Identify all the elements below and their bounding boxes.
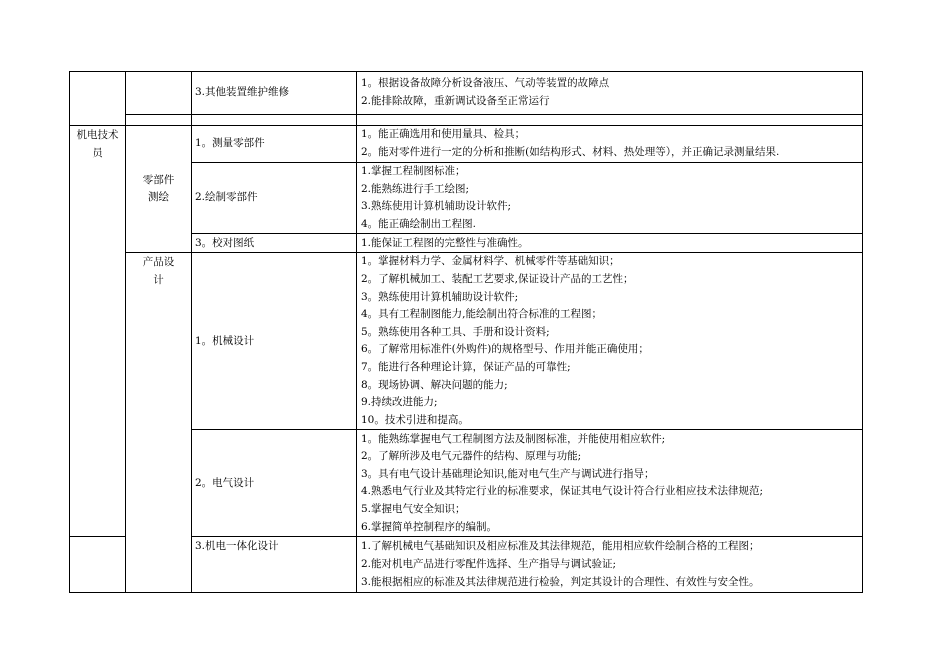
job-title-cell — [70, 72, 126, 126]
requirement-line: 3。熟练使用计算机辅助设计软件; — [361, 290, 519, 303]
requirement-line: 1.能保证工程图的完整性与准确性。 — [361, 236, 529, 249]
category-cell — [126, 126, 192, 253]
requirement-line: 3.熟练使用计算机辅助设计软件; — [361, 200, 512, 213]
table-row — [70, 72, 863, 115]
requirement-line: 2。了解所涉及电气元器件的结构、原理与功能; — [361, 450, 582, 463]
requirements-cell — [357, 115, 863, 126]
job-requirements-table — [69, 71, 863, 593]
item-label: 3。校对图纸 — [195, 236, 255, 249]
table-row — [70, 253, 863, 430]
table-row — [70, 115, 863, 126]
category-cell — [126, 115, 192, 126]
requirement-line: 1。掌握材料力学、金属材料学、机械零件等基础知识； — [361, 255, 620, 268]
item-cell — [192, 234, 357, 253]
requirement-line: 1。根据设备故障分析设备液压、气动等装置的故障点 — [361, 77, 610, 90]
requirements-cell — [357, 163, 863, 234]
requirement-line: 2.能排除故障，重新调试设备至正常运行 — [361, 95, 550, 107]
job-title: 机电技术员 — [76, 129, 119, 159]
requirement-line: 9.持续改进能力; — [361, 396, 438, 409]
item-cell — [192, 430, 357, 537]
requirement-line: 3.能根据相应的标准及其法律规范进行检验，判定其设计的合理性、有效性与安全性。 — [361, 575, 760, 588]
item-label: 3.其他装置维护维修 — [195, 86, 290, 99]
item-label: 1。测量零部件 — [195, 137, 265, 150]
requirement-line: 6。了解常用标准件(外购件)的规格型号、作用并能正确使用； — [361, 343, 649, 356]
category-label: 产品设计 — [142, 256, 175, 286]
item-label: 2.绘制零部件 — [195, 191, 258, 204]
requirement-line: 4.熟悉电气行业及其特定行业的标准要求，保证其电气设计符合行业相应技术法律规范; — [361, 485, 764, 498]
requirements-cell — [357, 430, 863, 537]
requirement-line: 7。能进行各种理论计算，保证产品的可靠性; — [361, 360, 571, 373]
requirement-line: 2。能对零件进行一定的分析和推断(如结构形式、材料、热处理等），并正确记录测量结果. — [361, 146, 780, 158]
item-cell — [192, 537, 357, 593]
requirement-line: 2。了解机械加工、装配工艺要求,保证设计产品的工艺性； — [361, 273, 634, 285]
requirement-line: 10。技术引进和提高。 — [361, 413, 469, 426]
requirement-line: 1.了解机械电气基础知识及相应标准及其法律规范，能用相应软件绘制合格的工程图； — [361, 540, 760, 553]
requirement-line: 3。具有电气设计基础理论知识,能对电气生产与调试进行指导； — [361, 467, 655, 480]
requirements-cell — [357, 72, 863, 115]
item-cell — [192, 115, 357, 126]
job-title-cell — [70, 537, 126, 593]
item-cell — [192, 72, 357, 115]
item-label: 3.机电一体化设计 — [195, 540, 279, 553]
requirement-line: 4。具有工程制图能力,能绘制出符合标准的工程图； — [361, 308, 603, 321]
requirements-cell — [357, 253, 863, 430]
item-cell — [192, 163, 357, 234]
category-cell — [126, 72, 192, 115]
requirement-line: 1。能正确选用和使用量具、检具； — [361, 128, 526, 141]
item-label: 2。电气设计 — [195, 476, 255, 489]
category-cell — [126, 253, 192, 593]
job-title-cell — [70, 126, 126, 537]
requirements-cell — [357, 537, 863, 593]
requirement-line: 5。熟练使用各种工具、手册和设计资料; — [361, 325, 550, 338]
requirement-line: 2.能熟练进行手工绘图; — [361, 182, 470, 195]
requirement-line: 4。能正确绘制出工程图. — [361, 217, 477, 230]
item-cell — [192, 253, 357, 430]
requirement-line: 2.能对机电产品进行零配件选择、生产指导与调试验证; — [361, 558, 617, 571]
table-row — [70, 126, 863, 163]
requirement-line: 5.掌握电气安全知识； — [361, 502, 466, 515]
requirement-line: 1。能熟练掌握电气工程制图方法及制图标准，并能使用相应软件; — [361, 432, 666, 445]
category-label: 零部件测绘 — [142, 173, 175, 204]
item-label: 1。机械设计 — [195, 334, 255, 347]
requirement-line: 8。现场协调、解决问题的能力; — [361, 378, 508, 391]
requirement-line: 6.掌握简单控制程序的编制。 — [361, 520, 498, 533]
requirements-cell — [357, 126, 863, 163]
item-cell — [192, 126, 357, 163]
requirement-line: 1.掌握工程制图标准； — [361, 165, 466, 177]
requirements-cell — [357, 234, 863, 253]
